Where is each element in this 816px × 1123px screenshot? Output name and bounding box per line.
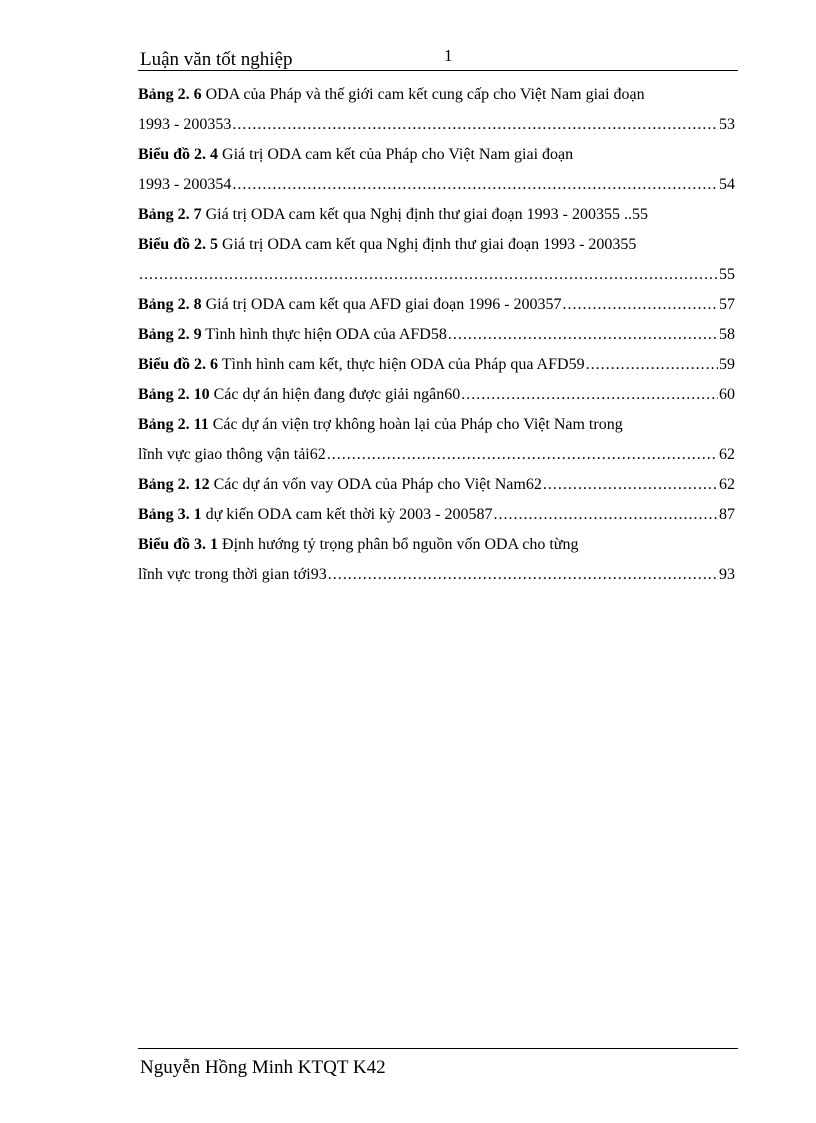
dot-leader [327, 440, 718, 470]
toc-entry-label: Bảng 2. 11 [138, 416, 209, 433]
toc-entry-label: Bảng 2. 9 [138, 326, 202, 343]
dot-leader [493, 500, 718, 530]
toc-entry-title: Giá trị ODA cam kết của Pháp cho Việt Nam giai đoạn [218, 146, 574, 163]
dot-leader-short: .. [619, 206, 632, 223]
toc-entry-label: Bảng 2. 8 [138, 296, 202, 313]
toc-entry-label: Bảng 2. 7 [138, 206, 202, 223]
header-page-number: 1 [444, 46, 453, 65]
toc-page-number: 59 [719, 356, 735, 373]
toc-page-number: 57 [719, 296, 735, 313]
toc-entry-title: Tình hình thực hiện ODA của AFD58 [201, 326, 447, 343]
table-of-contents [138, 80, 735, 590]
dot-leader [232, 170, 718, 200]
toc-page-number: 93 [719, 566, 735, 583]
toc-entry[interactable] [138, 230, 735, 260]
toc-page-number: 53 [719, 116, 735, 133]
toc-entry-title-cont: 1993 - 200353 [138, 116, 232, 133]
toc-entry-title: ODA của Pháp và thế giới cam kết cung cấp cho Việt Nam giai đoạn [201, 86, 645, 103]
toc-entry[interactable] [138, 320, 735, 350]
toc-entry-continuation[interactable] [138, 560, 735, 590]
toc-entry-title: Tình hình cam kết, thực hiện ODA của Pháp qua AFD59 [218, 356, 585, 373]
toc-entry-title: Các dự án hiện đang được giải ngân60 [209, 386, 461, 403]
dot-leader [448, 320, 718, 350]
dot-leader [232, 110, 718, 140]
toc-page-number: 55 [631, 206, 648, 223]
dot-leader [586, 350, 718, 380]
toc-entry[interactable] [138, 350, 735, 380]
toc-entry-continuation[interactable] [138, 110, 735, 140]
toc-entry[interactable] [138, 470, 735, 500]
toc-entry-title: Giá trị ODA cam kết qua AFD giai đoạn 1996 - 200357 [201, 296, 562, 313]
toc-page-number: 55 [719, 266, 735, 283]
toc-entry-title-cont: lĩnh vực trong thời gian tới93 [138, 566, 327, 583]
toc-entry-title: Định hướng tỷ trọng phân bổ nguồn vốn ODA cho từng [218, 536, 579, 553]
toc-entry-title: Giá trị ODA cam kết qua Nghị định thư giai đoạn 1993 - 200355 [201, 206, 620, 223]
dot-leader [563, 290, 718, 320]
toc-entry-title: Giá trị ODA cam kết qua Nghị định thư giai đoạn 1993 - 200355 [218, 236, 637, 253]
header-title: Luận văn tốt nghiệp [140, 49, 293, 70]
toc-page-number: 60 [719, 386, 735, 403]
toc-entry-label: Bảng 2. 10 [138, 386, 210, 403]
toc-entry-continuation[interactable] [138, 440, 735, 470]
toc-entry-title-cont: lĩnh vực giao thông vận tải62 [138, 446, 326, 463]
toc-entry[interactable] [138, 500, 735, 530]
toc-entry-title: Các dự án viện trợ không hoàn lại của Pháp cho Việt Nam trong [208, 416, 623, 433]
toc-entry[interactable] [138, 140, 735, 170]
toc-entry-title: Các dự án vốn vay ODA của Pháp cho Việt Nam62 [209, 476, 542, 493]
dot-leader [328, 560, 718, 590]
toc-page-number: 58 [719, 326, 735, 343]
toc-entry[interactable] [138, 80, 735, 110]
toc-entry[interactable] [138, 410, 735, 440]
toc-entry-label: Biểu đồ 2. 6 [138, 356, 219, 373]
toc-entry-title-cont: 1993 - 200354 [138, 176, 232, 193]
toc-entry[interactable] [138, 200, 735, 230]
toc-entry-title: dự kiến ODA cam kết thời kỳ 2003 - 200587 [201, 506, 493, 523]
dot-leader [543, 470, 718, 500]
toc-entry[interactable] [138, 380, 735, 410]
toc-page-number: 54 [719, 176, 735, 193]
toc-entry-label: Bảng 2. 12 [138, 476, 210, 493]
toc-entry-label: Biểu đồ 2. 4 [138, 146, 219, 163]
toc-entry[interactable] [138, 530, 735, 560]
toc-entry[interactable] [138, 290, 735, 320]
toc-page-number: 62 [719, 446, 735, 463]
page-header [138, 44, 738, 71]
toc-entry-label: Biểu đồ 3. 1 [138, 536, 219, 553]
page-footer [138, 1048, 738, 1078]
dot-leader [139, 260, 718, 290]
toc-entry-label: Bảng 3. 1 [138, 506, 202, 523]
toc-entry-continuation[interactable] [138, 170, 735, 200]
toc-page-number: 62 [719, 476, 735, 493]
toc-entry-label: Bảng 2. 6 [138, 86, 202, 103]
toc-entry-continuation[interactable] [138, 260, 735, 290]
toc-entry-label: Biểu đồ 2. 5 [138, 236, 219, 253]
toc-page-number: 87 [719, 506, 735, 523]
dot-leader [461, 380, 718, 410]
footer-author: Nguyễn Hồng Minh KTQT K42 [140, 1057, 386, 1078]
